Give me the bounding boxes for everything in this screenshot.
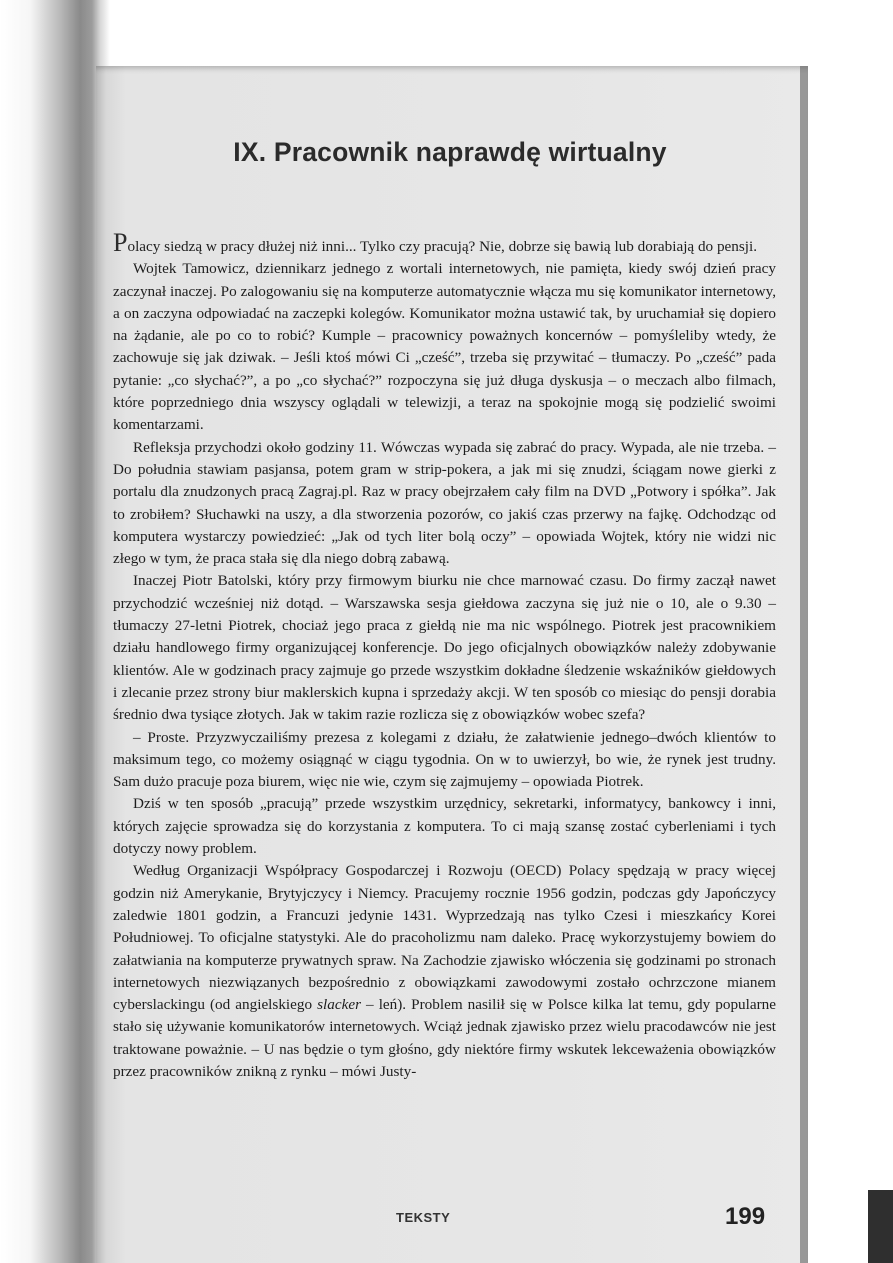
paragraph-5: – Proste. Przyzwyczailiśmy prezesa z kolegami z działu, że załatwienie jednego–dwóch klientów to maksimum tego, co możemy osiągnąć w ciągu tygodnia. On w to uwierzył, bo wie, że rynek jest trudny. Sam dużo pracuje poza biurem, więc nie wie, czym się zajmujemy – opowiada Piotrek. — [113, 728, 776, 791]
term-slacker: slacker — [317, 996, 361, 1014]
article-body — [113, 228, 776, 1083]
page-number: 199 — [725, 1203, 766, 1230]
paragraph-2: Wojtek Tamowicz, dziennikarz jednego z wortali internetowych, nie pamięta, kiedy swój dzień pracy zaczynał inaczej. Po zalogowaniu się na komputerze automatycznie włącza mu się komunikator internetowy, a on zaczyna odpowiadać na zaczepki kolegów. Komunikator można ustawić tak, by uruchamiał się dopiero na żądanie, ale po co to robić? Kumple – pracownicy poważnych koncernów – pomyśleliby wtedy, że zachowuje się jak dziwak. – Jeśli ktoś mówi Ci „cześć”, trzeba się przywitać – tłumaczy. Po „cześć” pada pytanie: „co słychać?”, a po „co słychać?” rozpoczyna się już długa dyskusja – o meczach albo filmach, które poprzedniego dnia wszyscy oglądali w telewizji, a teraz na spokojnie mogą się podzielić swoimi komentarzami. — [113, 260, 776, 434]
chapter-title: IX. Pracownik naprawdę wirtualny — [233, 137, 667, 167]
paragraph-3: Refleksja przychodzi około godziny 11. Wówczas wypada się zabrać do pracy. Wypada, ale nie trzeba. – Do południa stawiam pasjansa, potem gram w strip-pokera, a jak mi się znudzi, ściągam nowe gierki z portalu dla znudzonych pracą Zagraj.pl. Raz w pracy obejrzałem cały film na DVD „Potwory i spółka”. Jak to zrobiłem? Słuchawki na uszy, a dla stworzenia pozorów, co jakiś czas przerwy na fajkę. Odchodząc od komputera wystarczy powiedzieć: „Jak od tych liter bolą oczy” – opowiada Wojtek, który nie widzi nic złego w tym, że praca stała się dla niego dobrą zabawą. — [113, 438, 776, 568]
paragraph-text: Według Organizacji Współpracy Gospodarczej i Rozwoju (OECD) Polacy spędzają w pracy więcej godzin niż Amerykanie, Brytyjczycy i Niemcy. Pracujemy rocznie 1956 godzin, podczas gdy Japończycy zaledwie 1801 godzin, a Francuzi jedynie 1431. Wyprzedzają nas tylko Czesi i mieszkańcy Korei Południowej. To oficjalne statystyki. Ale do pracoholizmu nam daleko. Pracę wykorzystujemy bowiem do załatwiania na komputerze prywatnych spraw. Na Zachodzie zjawisko włóczenia się godzinami po stronach internetowych niezwiązanych bezpośrednio z obowiązkami zawodowymi zostało ochrzczone mianem cyberslackingu (od angielskiego — [113, 862, 776, 1014]
page-edge-shadow — [800, 66, 808, 1263]
paragraph-1 — [113, 228, 776, 258]
drop-cap: P — [113, 228, 128, 257]
paragraph-4: Inaczej Piotr Batolski, który przy firmowym biurku nie chce marnować czasu. Do firmy zaczął nawet przychodzić wcześniej niż dotąd. – Warszawska sesja giełdowa zaczyna się już nie o 10, ale o 9.30 – tłumaczy 27-letni Piotrek, chociaż jego praca z giełdą nie ma nic wspólnego. Piotrek jest pracownikiem działu handlowego firmy organizującej konferencje. Do jego oficjalnych obowiązków należy zdobywanie klientów. Ale w godzinach pracy zajmuje go przede wszystkim dokładne śledzenie wskaźników giełdowych i zlecanie przez strony biur maklerskich kupna i sprzedaży akcji. W ten sposób co miesiąc do pensji dorabia średnio dwa tysiące złotych. Jak w takim razie rozlicza się z obowiązków wobec szefa? — [113, 572, 776, 724]
footer-section-label: TEKSTY — [396, 1210, 451, 1225]
scan-edge-dark — [868, 1190, 893, 1263]
paragraph-7 — [113, 860, 776, 1083]
paragraph-text: olacy siedzą w pracy dłużej niż inni... Tylko czy pracują? Nie, dobrze się bawią lub dorabiają do pensji. — [127, 238, 758, 255]
paragraph-6: Dziś w ten sposób „pracują” przede wszystkim urzędnicy, sekretarki, informatycy, bankowcy i inni, których zajęcie sprowadza się do korzystania z komputera. To ci mają szansę zostać cyberleniami i tych dotyczy nowy problem. — [113, 795, 776, 858]
paragraph-text-continued: – leń). Problem nasilił się w Polsce kilka lat temu, gdy popularne stało się używanie komunikatorów internetowych. Wciąż jednak zjawisko przez wielu pracodawców nie jest traktowane poważnie. – U nas będzie o tym głośno, gdy niektóre firmy wskutek lekceważenia obowiązków przez pracowników znikną z rynku – mówi Justy- — [113, 996, 776, 1080]
